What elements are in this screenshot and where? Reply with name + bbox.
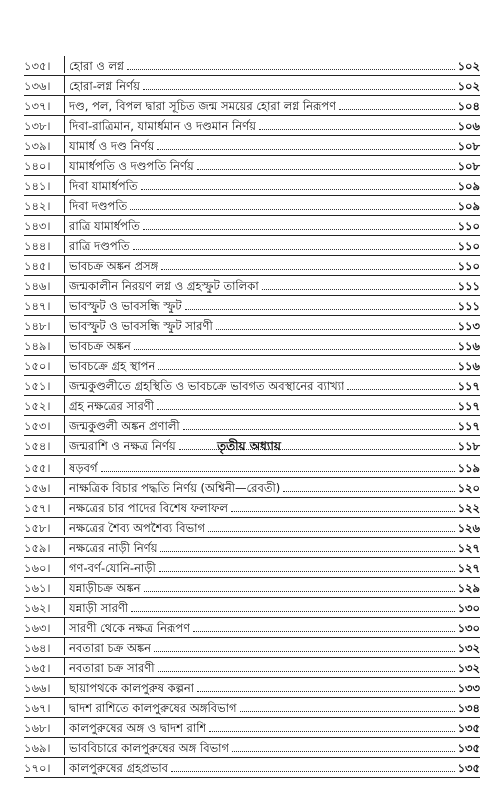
- column-divider: [64, 458, 65, 475]
- entry-title: হোরা ও লগ্ন: [69, 59, 124, 73]
- entry-page-number: ১৩২: [457, 641, 480, 655]
- entry-title: জন্মরাশি ও নক্ষত্র নির্ণয়: [69, 439, 176, 453]
- toc-row: [24, 136, 480, 156]
- entry-title: ভাববিচারে কালপুরুষের অঙ্গ বিভাগ: [69, 741, 230, 755]
- entry-page-number: ১২৬: [457, 521, 480, 535]
- entry-page-number: ১৩৩: [457, 681, 480, 695]
- dot-leader: [131, 611, 454, 612]
- dot-leader: [216, 329, 455, 330]
- entry-title: হোরা-লগ্ন নির্ণয়: [69, 79, 140, 93]
- entry-page-number: ১০৮: [457, 159, 480, 173]
- entry-page-number: ১২২: [457, 501, 480, 515]
- entry-title: ছায়াপথকে কালপুরুষ কল্পনা: [69, 681, 195, 695]
- entry-title: জন্মকুণ্ডলীতে গ্রহস্থিতি ও ভাবচক্রে ভাবগত অবস্থানের ব্যাখ্যা: [69, 379, 345, 393]
- entry-title: দিবা দণ্ডপতি: [69, 199, 128, 213]
- dot-leader: [208, 531, 455, 532]
- toc-row: [24, 558, 480, 578]
- toc-row: [24, 376, 480, 396]
- entry-number: ১৫২।: [24, 399, 51, 413]
- dot-leader: [231, 511, 455, 512]
- entry-page-number: ১১১: [457, 279, 480, 293]
- entry-title: কালপুরুষের অঙ্গ ও দ্বাদশ রাশি: [69, 721, 207, 735]
- dot-leader: [232, 751, 455, 752]
- entry-page-number: ১৩৫: [457, 721, 480, 735]
- entry-number: ১৪১।: [24, 179, 51, 193]
- entry-title: রাত্রি দণ্ডপতি: [69, 239, 130, 253]
- entry-number: ১৬৫।: [24, 661, 51, 675]
- entry-number: ১৪৩।: [24, 219, 51, 233]
- toc-row: [24, 578, 480, 598]
- dot-leader: [157, 409, 455, 410]
- entry-page-number: ১০২: [457, 79, 480, 93]
- entry-number: ১৬৩।: [24, 621, 51, 635]
- entry-title: দিবা-রাত্রিমান, যামার্ধমান ও দণ্ডমান নির্ণয়: [69, 119, 256, 133]
- entry-number: ১৫৯।: [24, 541, 51, 555]
- column-divider: [64, 618, 65, 635]
- entry-page-number: ১১৩: [457, 319, 480, 333]
- entry-number: ১৫৩।: [24, 419, 51, 433]
- entry-number: ১৭০।: [24, 761, 51, 775]
- entry-number: ১৪০।: [24, 159, 51, 173]
- entry-title: সারণী থেকে নক্ষত্র নিরূপণ: [69, 621, 191, 635]
- entry-title: ভাবস্ফুট ও ভাবসন্ধি স্ফুট সারণী: [69, 319, 213, 333]
- toc-row: [24, 518, 480, 538]
- entry-number: ১৫৮।: [24, 521, 51, 535]
- dot-leader: [144, 591, 455, 592]
- column-divider: [64, 296, 65, 313]
- column-divider: [64, 196, 65, 213]
- dot-leader: [185, 309, 455, 310]
- dot-leader: [130, 209, 454, 210]
- toc-row: [24, 156, 480, 176]
- column-divider: [64, 356, 65, 373]
- column-divider: [64, 316, 65, 333]
- entry-page-number: ১১৭: [457, 379, 480, 393]
- dot-leader: [157, 149, 454, 150]
- entry-title: নবতারা চক্র সারণী: [69, 661, 155, 675]
- entry-number: ১৪৫।: [24, 259, 51, 273]
- entry-title: নক্ষত্রের নাড়ী নির্ণয়: [69, 541, 158, 555]
- toc-row: [24, 216, 480, 236]
- entry-title: কালপুরুষের গ্রহপ্রভাব: [69, 761, 169, 775]
- dot-leader: [101, 471, 455, 472]
- toc-row: [24, 356, 480, 376]
- column-divider: [64, 216, 65, 233]
- column-divider: [64, 376, 65, 393]
- entry-number: ১৪৪।: [24, 239, 51, 253]
- column-divider: [64, 678, 65, 695]
- toc-row: [24, 416, 480, 436]
- toc-row: [24, 638, 480, 658]
- entry-title: গণ-বর্ণ-যোনি-নাড়ী: [69, 561, 156, 575]
- dot-leader: [143, 229, 455, 230]
- dot-leader: [347, 389, 454, 390]
- column-divider: [64, 276, 65, 293]
- toc-row: [24, 256, 480, 276]
- entry-title: ভাবচক্রে গ্রহ স্থাপন: [69, 359, 156, 373]
- entry-title: যামার্ধপতি ও দণ্ডপতি নির্ণয়: [69, 159, 194, 173]
- entry-title: নক্ষত্রের শৈব্য অপশৈব্য বিভাগ: [69, 521, 206, 535]
- column-divider: [64, 156, 65, 173]
- entry-page-number: ১৩৪: [457, 701, 480, 715]
- entry-page-number: ১১০: [457, 239, 480, 253]
- dot-leader: [262, 289, 455, 290]
- column-divider: [64, 518, 65, 535]
- column-divider: [64, 336, 65, 353]
- entry-title: নক্ষত্রের চার পাদের বিশেষ ফলাফল: [69, 501, 228, 515]
- entry-number: ১৫৪।: [24, 439, 51, 453]
- dot-leader: [154, 651, 455, 652]
- entry-page-number: ১১৭: [457, 419, 480, 433]
- entry-page-number: ১৩৫: [457, 761, 480, 775]
- entry-page-number: ১৩০: [457, 621, 480, 635]
- entry-page-number: ১৩৫: [457, 741, 480, 755]
- entry-title: দণ্ড, পল, বিপল দ্বারা সূচিত জন্ম সময়ের হোরা লগ্ন নিরূপণ: [69, 99, 337, 113]
- toc-row: [24, 658, 480, 678]
- entry-number: ১৩৬।: [24, 79, 51, 93]
- entry-page-number: ১১৬: [457, 359, 480, 373]
- entry-number: ১৫৫।: [24, 461, 51, 475]
- entry-number: ১৬১।: [24, 581, 51, 595]
- chapter-heading: তৃতীয় অধ্যায়: [217, 439, 281, 453]
- toc-row: [24, 618, 480, 638]
- entry-number: ১৬৯।: [24, 741, 51, 755]
- column-divider: [64, 236, 65, 253]
- column-divider: [64, 738, 65, 755]
- entry-number: ১৬৮।: [24, 721, 51, 735]
- dot-leader: [339, 109, 454, 110]
- column-divider: [64, 96, 65, 113]
- entry-number: ১৪২।: [24, 199, 51, 213]
- dot-leader: [197, 691, 455, 692]
- entry-number: ১৫১।: [24, 379, 51, 393]
- entry-title: ভাবস্ফুট ও ভাবসন্ধি স্ফুট: [69, 299, 182, 313]
- toc-row: [24, 698, 480, 718]
- dot-leader: [134, 349, 455, 350]
- entry-title: জন্মকালীন নিরয়ণ লগ্ন ও গ্রহস্ফুট তালিকা: [69, 279, 259, 293]
- toc-row: [24, 276, 480, 296]
- toc-row: [24, 196, 480, 216]
- dot-leader: [183, 429, 455, 430]
- dot-leader: [161, 269, 454, 270]
- entry-page-number: ১০৯: [457, 179, 480, 193]
- entry-page-number: ১২৭: [457, 561, 480, 575]
- column-divider: [64, 758, 65, 775]
- entry-number: ১৪৬।: [24, 279, 51, 293]
- dot-leader: [143, 89, 455, 90]
- entry-page-number: ১০২: [457, 59, 480, 73]
- toc-row: [24, 478, 480, 498]
- column-divider: [64, 136, 65, 153]
- toc-row: [24, 296, 480, 316]
- entry-title: যামার্ধ ও দণ্ড নির্ণয়: [69, 139, 155, 153]
- entry-title: দিবা যামার্ধপতি: [69, 179, 138, 193]
- entry-page-number: ১২০: [457, 481, 480, 495]
- dot-leader: [160, 551, 454, 552]
- dot-leader: [197, 169, 455, 170]
- toc-row: [24, 116, 480, 136]
- column-divider: [64, 598, 65, 615]
- entry-title: দ্বাদশ রাশিতে কালপুরুষের অঙ্গবিভাগ: [69, 701, 237, 715]
- column-divider: [64, 498, 65, 515]
- dot-leader: [283, 491, 454, 492]
- entry-number: ১৩৮।: [24, 119, 51, 133]
- entry-number: ১৪৮।: [24, 319, 51, 333]
- toc-row: [24, 718, 480, 738]
- dot-leader: [141, 189, 455, 190]
- entry-title: ভাবচক্র অঙ্কন: [69, 339, 131, 353]
- entry-page-number: ১৩০: [457, 601, 480, 615]
- toc-row: [24, 56, 480, 76]
- dot-leader: [158, 671, 455, 672]
- column-divider: [64, 116, 65, 133]
- entry-number: ১৬২।: [24, 601, 51, 615]
- entry-number: ১৬৪।: [24, 641, 51, 655]
- column-divider: [64, 396, 65, 413]
- entry-title: যন্নাড়ী সারণী: [69, 601, 129, 615]
- dot-leader: [127, 69, 455, 70]
- dot-leader: [259, 129, 455, 130]
- entry-title: রাত্রি যামার্ধপতি: [69, 219, 140, 233]
- entry-title: ভাবচক্র অঙ্কন প্রসঙ্গ: [69, 259, 159, 273]
- entry-page-number: ১২৯: [457, 581, 480, 595]
- entry-page-number: ১১১: [457, 299, 480, 313]
- dot-leader: [209, 731, 454, 732]
- column-divider: [64, 698, 65, 715]
- entry-page-number: ১০৮: [457, 139, 480, 153]
- column-divider: [64, 176, 65, 193]
- toc-row: [24, 236, 480, 256]
- column-divider: [64, 76, 65, 93]
- entry-number: ১৫০।: [24, 359, 51, 373]
- entry-page-number: ১০৯: [457, 199, 480, 213]
- toc-row: [24, 96, 480, 116]
- column-divider: [64, 256, 65, 273]
- toc-row: [24, 738, 480, 758]
- entry-page-number: ১১৬: [457, 339, 480, 353]
- entry-title: ষড়বর্গ: [69, 461, 98, 475]
- entry-number: ১৪৯।: [24, 339, 51, 353]
- toc-row: [24, 458, 480, 478]
- toc-section-one: [24, 56, 480, 456]
- dot-leader: [193, 631, 454, 632]
- entry-title: গ্রহ নক্ষত্রের সারণী: [69, 399, 155, 413]
- entry-page-number: ১০৬: [457, 119, 480, 133]
- column-divider: [64, 538, 65, 555]
- toc-row: [24, 538, 480, 558]
- entry-number: ১৬০।: [24, 561, 51, 575]
- column-divider: [64, 558, 65, 575]
- dot-leader: [240, 711, 455, 712]
- entry-number: ১৩৯।: [24, 139, 51, 153]
- toc-row: [24, 336, 480, 356]
- entry-title: জন্মকুণ্ডলী অঙ্কন প্রণালী: [69, 419, 180, 433]
- entry-number: ১৬৬।: [24, 681, 51, 695]
- toc-row: [24, 758, 480, 778]
- toc-row: [24, 316, 480, 336]
- dot-leader: [158, 369, 454, 370]
- entry-page-number: ১১০: [457, 259, 480, 273]
- entry-number: ১৩৭।: [24, 99, 51, 113]
- toc-row: [24, 176, 480, 196]
- toc-section-two: [24, 458, 480, 778]
- entry-page-number: ১৩২: [457, 661, 480, 675]
- entry-number: ১৫৭।: [24, 501, 51, 515]
- entry-number: ১৬৭।: [24, 701, 51, 715]
- toc-row: [24, 598, 480, 618]
- column-divider: [64, 718, 65, 735]
- column-divider: [64, 658, 65, 675]
- entry-number: ১৩৫।: [24, 59, 51, 73]
- column-divider: [64, 56, 65, 73]
- entry-page-number: ১১০: [457, 219, 480, 233]
- entry-number: ১৪৭।: [24, 299, 51, 313]
- toc-row: [24, 396, 480, 416]
- toc-row: [24, 76, 480, 96]
- entry-page-number: ১০৪: [457, 99, 480, 113]
- column-divider: [64, 416, 65, 433]
- toc-row: [24, 498, 480, 518]
- column-divider: [64, 578, 65, 595]
- column-divider: [64, 638, 65, 655]
- entry-title: নবতারা চক্র অঙ্কন: [69, 641, 152, 655]
- entry-title: নাক্ষত্রিক বিচার পদ্ধতি নির্ণয় (অশ্বিনী—রেবতী): [69, 481, 281, 495]
- dot-leader: [133, 249, 455, 250]
- dot-leader: [171, 771, 455, 772]
- entry-number: ১৫৬।: [24, 481, 51, 495]
- entry-page-number: ১১৮: [457, 439, 480, 453]
- column-divider: [64, 478, 65, 495]
- entry-page-number: ১১৭: [457, 399, 480, 413]
- entry-page-number: ১২৭: [457, 541, 480, 555]
- entry-page-number: ১১৯: [457, 461, 480, 475]
- toc-row: [24, 678, 480, 698]
- dot-leader: [159, 571, 455, 572]
- entry-title: যন্নাড়ীচক্র অঙ্কন: [69, 581, 141, 595]
